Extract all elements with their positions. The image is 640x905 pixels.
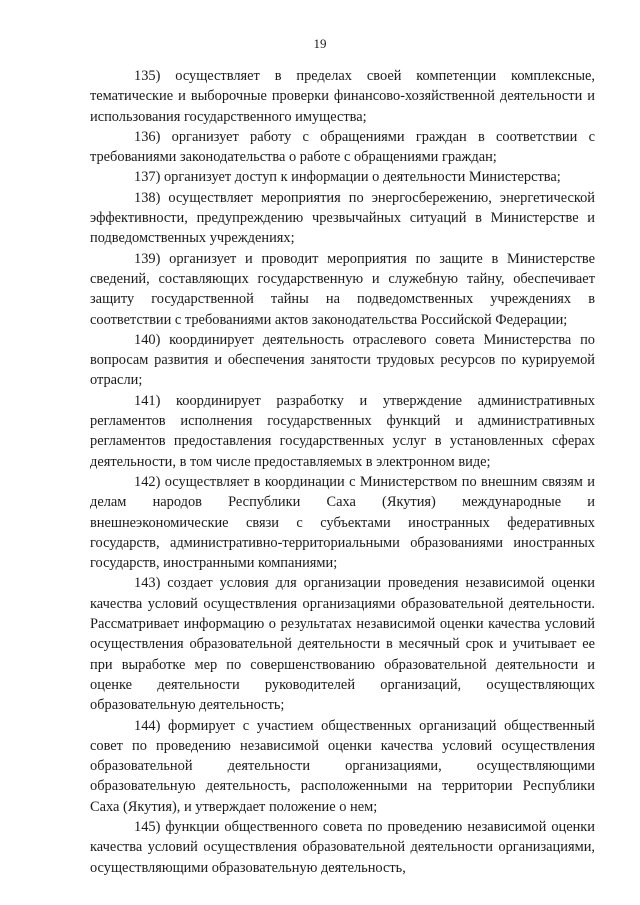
paragraph-135: 135) осуществляет в пределах своей компетенции комплексные, тематические и выборочные проверки финансово-хозяйственной деятельности и использования государственного имущества; (90, 68, 595, 125)
paragraph-144: 144) формирует с участием общественных организаций общественный совет по проведению независимой оценки качества условий осуществления образовательной деятельности организациями, осуществляющими образовательную деятельность, расположенными на территории Республики Саха (Якутия), и утверждает положение о нем; (90, 717, 595, 815)
page-number: 19 (313, 36, 327, 51)
paragraph-139: 139) организует и проводит мероприятия по защите в Министерстве сведений, составляющих государственную и служебную тайну, обеспечивает защиту государственной тайны на подведомственных учреждениях в соответствии с требованиями актов законодательства Российской Федерации; (90, 250, 595, 328)
paragraph-145: 145) функции общественного совета по проведению независимой оценки качества условий осуществления образовательной деятельности организациями, осуществляющими образовательную деятельность, (90, 818, 595, 876)
paragraph-138: 138) осуществляет мероприятия по энергосбережению, энергетической эффективности, предупреждению чрезвычайных ситуаций в Министерстве и подведомственных учреждениях; (90, 189, 595, 247)
paragraph-143: 143) создает условия для организации проведения независимой оценки качества условий осуществления организациями образовательной деятельности. Рассматривает информацию о результатах независимой оценки качества условий осуществления образовательной деятельности в месячный срок и учитывает ее при выработке мер по совершенствованию образовательной деятельности и оценке деятельности руководителей организаций, осуществляющих образовательную деятельность; (90, 575, 595, 714)
paragraph-136: 136) организует работу с обращениями граждан в соответствии с требованиями законодательства о работе с обращениями граждан; (90, 128, 595, 166)
paragraph-142: 142) осуществляет в координации с Министерством по внешним связям и делам народов Республики Саха (Якутия) международные и внешнеэкономические связи с субъектами иностранных федеративных государств, административно-территориальными образованиями иностранных государств, иностранными компаниями; (90, 473, 595, 572)
paragraph-137: 137) организует доступ к информации о деятельности Министерства; (134, 169, 561, 186)
document-body (90, 66, 595, 878)
paragraph-141: 141) координирует разработку и утверждение административных регламентов исполнения государственных функций и административных регламентов предоставления государственных услуг в установленных сферах деятельности, в том числе предоставляемых в электронном виде; (90, 392, 595, 470)
paragraph-140: 140) координирует деятельность отраслевого совета Министерства по вопросам развития и обеспечения занятости трудовых ресурсов по курируемой отрасли; (90, 331, 595, 389)
